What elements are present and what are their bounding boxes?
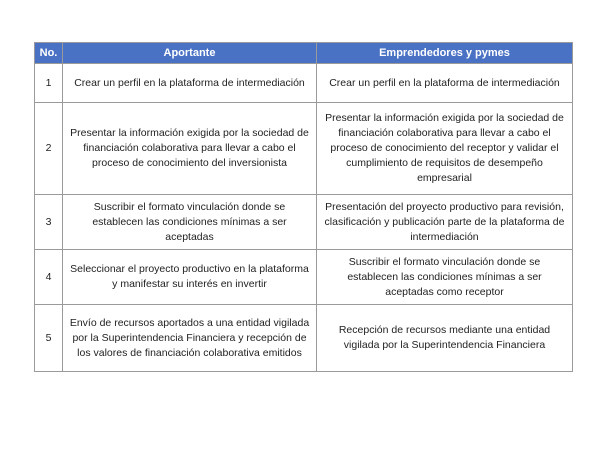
process-table-container: [34, 42, 572, 372]
table-row: [35, 195, 573, 250]
table-row: [35, 305, 573, 372]
aportante-step: Crear un perfil en la plataforma de intermediación: [63, 64, 317, 103]
table-row: [35, 64, 573, 103]
row-number: 4: [35, 250, 63, 305]
table-row: [35, 103, 573, 195]
row-number: 1: [35, 64, 63, 103]
row-number: 5: [35, 305, 63, 372]
process-table: [34, 42, 573, 372]
aportante-step: Seleccionar el proyecto productivo en la plataforma y manifestar su interés en invertir: [63, 250, 317, 305]
header-aportante: Aportante: [63, 43, 317, 64]
table-row: [35, 250, 573, 305]
emprendedores-step: Recepción de recursos mediante una entidad vigilada por la Superintendencia Financiera: [317, 305, 573, 372]
aportante-step: Envío de recursos aportados a una entidad vigilada por la Superintendencia Financiera y recepción de los valores de financiación colaborativa emitidos: [63, 305, 317, 372]
aportante-step: Presentar la información exigida por la sociedad de financiación colaborativa para llevar a cabo el proceso de conocimiento del inversionista: [63, 103, 317, 195]
aportante-step: Suscribir el formato vinculación donde se establecen las condiciones mínimas a ser aceptadas: [63, 195, 317, 250]
row-number: 2: [35, 103, 63, 195]
row-number: 3: [35, 195, 63, 250]
header-emprendedores: Emprendedores y pymes: [317, 43, 573, 64]
emprendedores-step: Presentar la información exigida por la sociedad de financiación colaborativa para llevar a cabo el proceso de conocimiento del receptor y validar el cumplimiento de requisitos de desempeño empresarial: [317, 103, 573, 195]
emprendedores-step: Crear un perfil en la plataforma de intermediación: [317, 64, 573, 103]
emprendedores-step: Presentación del proyecto productivo para revisión, clasificación y publicación parte de la plataforma de intermediación: [317, 195, 573, 250]
emprendedores-step: Suscribir el formato vinculación donde se establecen las condiciones mínimas a ser aceptadas como receptor: [317, 250, 573, 305]
table-header-row: [35, 43, 573, 64]
header-no: No.: [35, 43, 63, 64]
